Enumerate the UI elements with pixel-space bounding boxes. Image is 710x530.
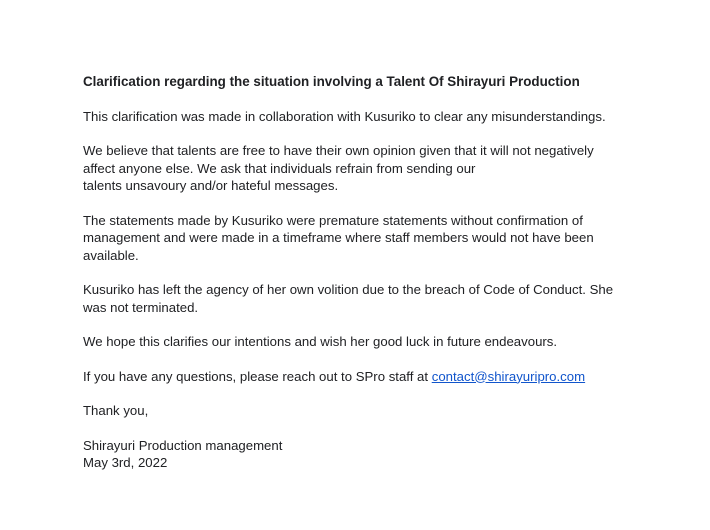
departure-line-2: was not terminated. [83, 299, 199, 315]
intro-paragraph: This clarification was made in collaboration with Kusuriko to clear any misunderstandings. [83, 108, 606, 124]
departure-paragraph [83, 281, 643, 316]
document-body [83, 73, 643, 472]
document-title: Clarification regarding the situation involving a Talent Of Shirayuri Production [83, 74, 580, 89]
opinion-line-3: talents unsavoury and/or hateful messages. [83, 178, 339, 193]
opinion-line-2: affect anyone else. We ask that individuals refrain from sending our [83, 160, 476, 176]
statements-line-2: management and were made in a timeframe where staff members would not have been [83, 230, 594, 245]
statements-line-3: available. [83, 247, 139, 263]
signature-date: May 3rd, 2022 [83, 455, 168, 470]
departure-line-1: Kusuriko has left the agency of her own volition due to the breach of Code of Conduct. She [83, 282, 614, 297]
contact-paragraph [83, 368, 643, 386]
signature-name: Shirayuri Production management [83, 437, 283, 453]
opinion-line-1: We believe that talents are free to have their own opinion given that it will not negatively [83, 143, 594, 158]
hope-paragraph: We hope this clarifies our intentions and wish her good luck in future endeavours. [83, 334, 558, 349]
signature-block [83, 437, 643, 472]
statements-line-1: The statements made by Kusuriko were premature statements without confirmation of [83, 212, 583, 228]
statements-paragraph [83, 212, 643, 265]
contact-text: If you have any questions, please reach out to SPro staff at [83, 368, 432, 384]
opinion-paragraph [83, 142, 643, 195]
thanks-line: Thank you, [83, 403, 149, 418]
contact-email-link[interactable]: contact@shirayuripro.com [431, 368, 586, 384]
